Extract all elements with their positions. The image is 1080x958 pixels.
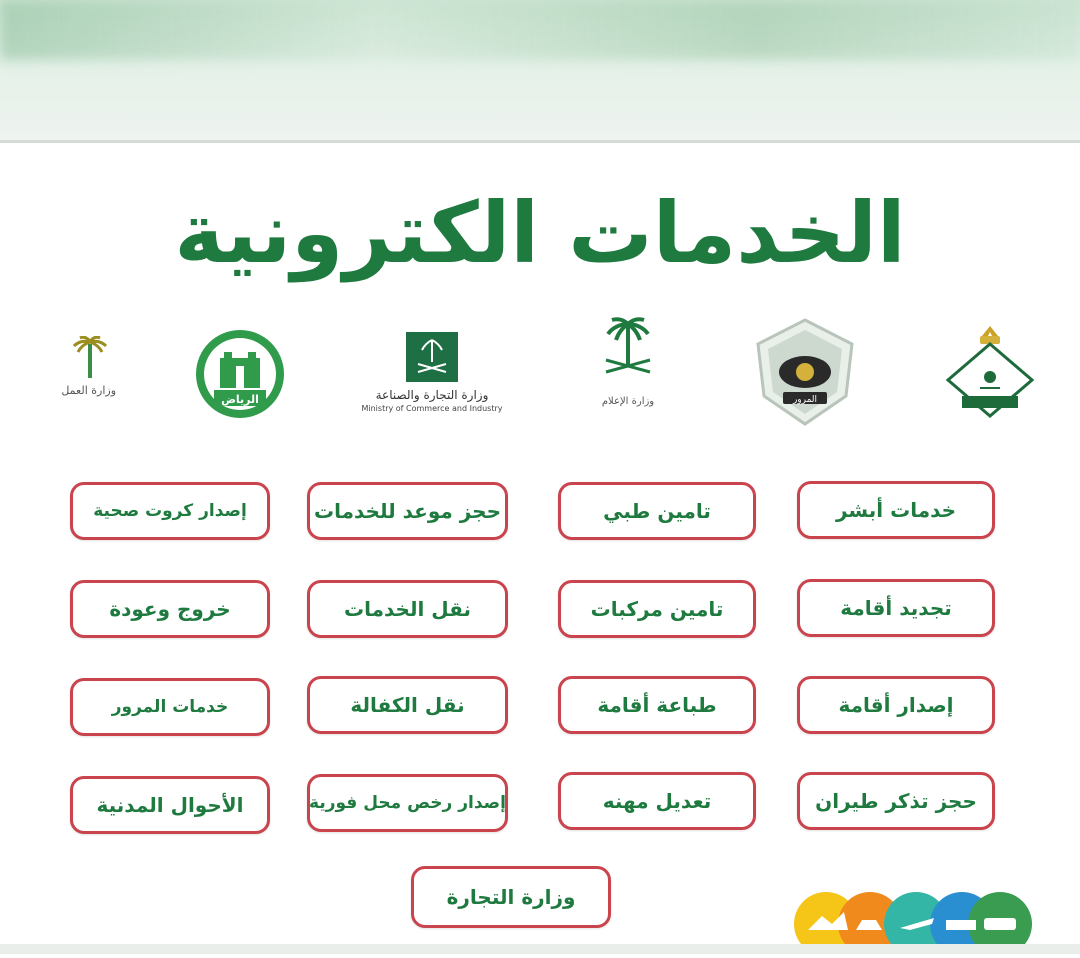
traffic-logo-text: المرور — [792, 395, 818, 405]
service-button-civil-affairs[interactable]: الأحوال المدنية — [70, 776, 270, 834]
service-button-transfer-sponsorship[interactable]: نقل الكفالة — [307, 676, 508, 734]
service-button-transfer-services[interactable]: نقل الخدمات — [307, 580, 508, 638]
commerce-ministry-label-en: Ministry of Commerce and Industry — [361, 404, 503, 413]
service-button-change-profession[interactable]: تعديل مهنه — [558, 772, 756, 830]
media-ministry-label: وزارة الإعلام — [601, 396, 655, 407]
service-button-absher[interactable]: خدمات أبشر — [797, 481, 995, 539]
top-blurred-banner — [0, 0, 1080, 142]
service-button-health-cards[interactable]: إصدار كروت صحية — [70, 482, 270, 540]
service-button-renew-iqama[interactable]: تجديد أقامة — [797, 579, 995, 637]
service-button-exit-reentry[interactable]: خروج وعودة — [70, 580, 270, 638]
commerce-ministry-logo — [352, 328, 512, 422]
jawazat-logo — [940, 322, 1040, 422]
service-button-commerce-ministry[interactable]: وزارة التجارة — [411, 866, 611, 928]
service-button-book-appointment[interactable]: حجز موعد للخدمات — [307, 482, 508, 540]
labor-ministry-logo — [6, 336, 116, 420]
service-button-traffic-services[interactable]: خدمات المرور — [70, 678, 270, 736]
labor-ministry-label: وزارة العمل — [61, 384, 116, 397]
media-ministry-logo — [578, 316, 678, 428]
riyadh-logo — [194, 328, 286, 420]
bottom-strip — [0, 944, 1080, 954]
riyadh-logo-text: الرياض — [221, 393, 259, 406]
service-button-medical-insurance[interactable]: تامين طبي — [558, 482, 756, 540]
page-title: الخدمات الكترونية — [174, 184, 906, 282]
service-button-print-iqama[interactable]: طباعة أقامة — [558, 676, 756, 734]
service-button-vehicle-insurance[interactable]: تامين مركبات — [558, 580, 756, 638]
service-button-issue-iqama[interactable]: إصدار أقامة — [797, 676, 995, 734]
service-button-instant-shop-license[interactable]: إصدار رخص محل فورية — [307, 774, 508, 832]
traffic-logo — [750, 316, 860, 428]
banner-divider — [0, 140, 1080, 143]
commerce-ministry-label: وزارة التجارة والصناعة — [375, 388, 489, 402]
service-button-flight-booking[interactable]: حجز تذكر طيران — [797, 772, 995, 830]
